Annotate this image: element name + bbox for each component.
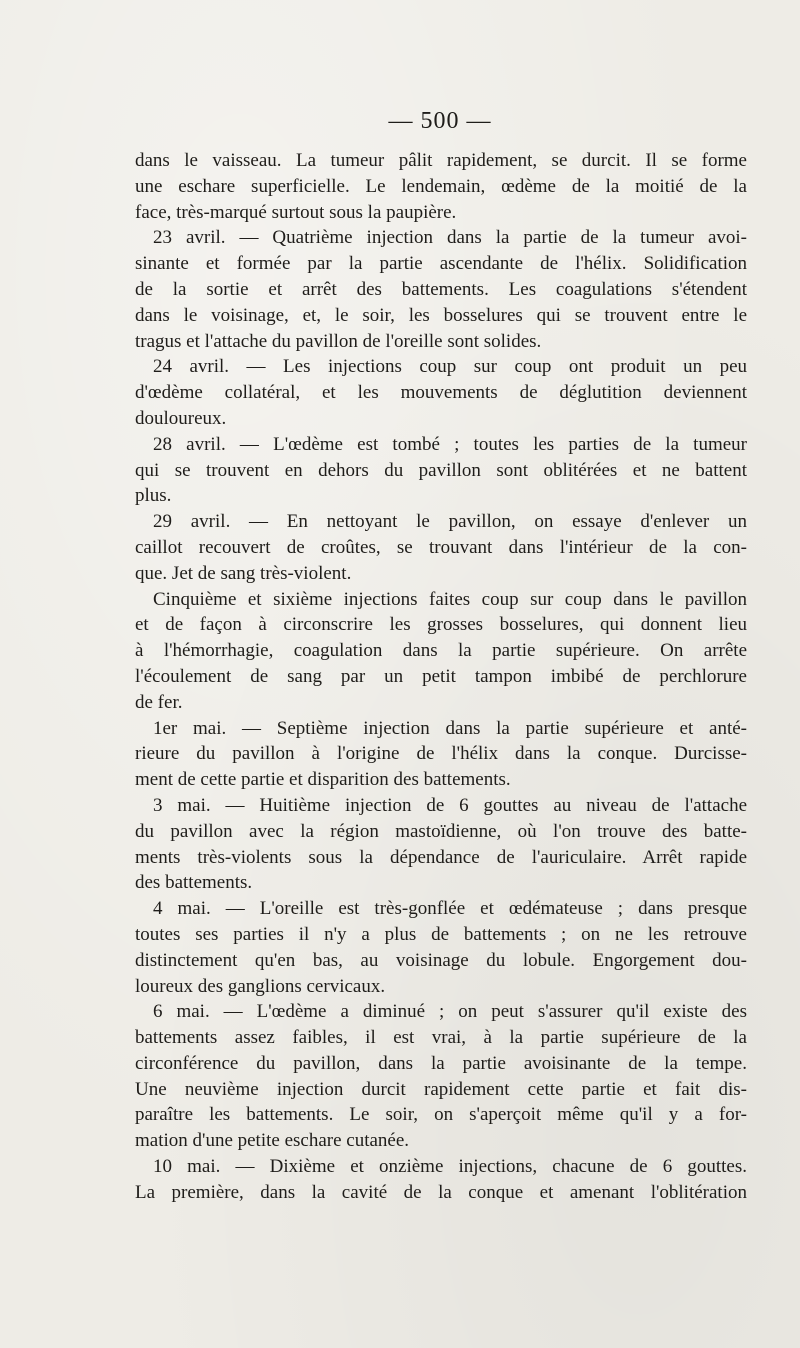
text-line: 6 mai. — L'œdème a diminué ; on peut s'assurer qu'il existe des [153,1001,747,1023]
text-line: de la sortie et arrêt des battements. Les coagulations s'étendent [135,278,747,300]
text-line: 10 mai. — Dixième et onzième injections, chacune de 6 gouttes. [153,1156,747,1178]
text-line: sinante et formée par la partie ascendante de l'hélix. Solidification [135,253,747,275]
text-line: une eschare superficielle. Le lendemain, œdème de la moitié de la [135,175,747,197]
text-line: ment de cette partie et disparition des battements. [135,769,511,791]
text-line: caillot recouvert de croûtes, se trouvant dans l'intérieur de la con- [135,536,747,558]
text-line: La première, dans la cavité de la conque et amenant l'oblitération [135,1181,747,1203]
text-line: ments très-violents sous la dépendance de l'auriculaire. Arrêt rapide [135,846,747,868]
text-line: face, très-marqué surtout sous la paupière. [135,201,457,223]
body-text [135,148,747,1206]
text-line: 24 avril. — Les injections coup sur coup ont produit un peu [153,356,747,378]
text-line: dans le vaisseau. La tumeur pâlit rapidement, se durcit. Il se forme [135,150,747,171]
text-line: qui se trouvent en dehors du pavillon sont oblitérées et ne battent [135,459,747,481]
text-line: toutes ses parties il n'y a plus de battements ; on ne les retrouve [135,923,747,945]
text-line: rieure du pavillon à l'origine de l'hélix dans la conque. Durcisse- [135,743,747,765]
text-line: des battements. [135,872,253,894]
text-line: 4 mai. — L'oreille est très-gonflée et œdémateuse ; dans presque [153,898,747,920]
text-line: paraître les battements. Le soir, on s'aperçoit même qu'il y a for- [135,1104,747,1126]
text-line: d'œdème collatéral, et les mouvements de déglutition deviennent [135,382,747,404]
text-line: distinctement qu'en bas, au voisinage du lobule. Engorgement dou- [135,949,747,971]
text-line: dans le voisinage, et, le soir, les bosselures qui se trouvent entre le [135,304,747,326]
text-line: 1er mai. — Septième injection dans la partie supérieure et anté- [153,717,747,739]
text-line: douloureux. [135,407,227,429]
text-line: loureux des ganglions cervicaux. [135,975,386,997]
text-line: à l'hémorrhagie, coagulation dans la partie supérieure. On arrête [135,640,747,662]
text-line: 29 avril. — En nettoyant le pavillon, on essaye d'enlever un [153,511,747,533]
text-line: battements assez faibles, il est vrai, à la partie supérieure de la [135,1027,747,1049]
text-line: du pavillon avec la région mastoïdienne, où l'on trouve des batte- [135,820,747,842]
text-line: de fer. [135,691,183,713]
text-line: 28 avril. — L'œdème est tombé ; toutes les parties de la tumeur [153,433,747,455]
text-line: plus. [135,485,172,507]
text-line: 3 mai. — Huitième injection de 6 gouttes au niveau de l'attache [153,794,747,816]
text-line: Cinquième et sixième injections faites coup sur coup dans le pavillon [153,588,747,610]
page-number: — 500 — [388,108,492,134]
text-line: tragus et l'attache du pavillon de l'oreille sont solides. [135,330,542,352]
text-line: que. Jet de sang très-violent. [135,562,352,584]
text-line: mation d'une petite eschare cutanée. [135,1130,410,1152]
text-line: circonférence du pavillon, dans la partie avoisinante de la tempe. [135,1052,747,1074]
text-line: et de façon à circonscrire les grosses bosselures, qui donnent lieu [135,614,747,636]
text-line: Une neuvième injection durcit rapidement cette partie et fait dis- [135,1078,747,1100]
text-line: 23 avril. — Quatrième injection dans la partie de la tumeur avoi- [153,227,747,249]
text-line: l'écoulement de sang par un petit tampon imbibé de perchlorure [135,665,747,687]
